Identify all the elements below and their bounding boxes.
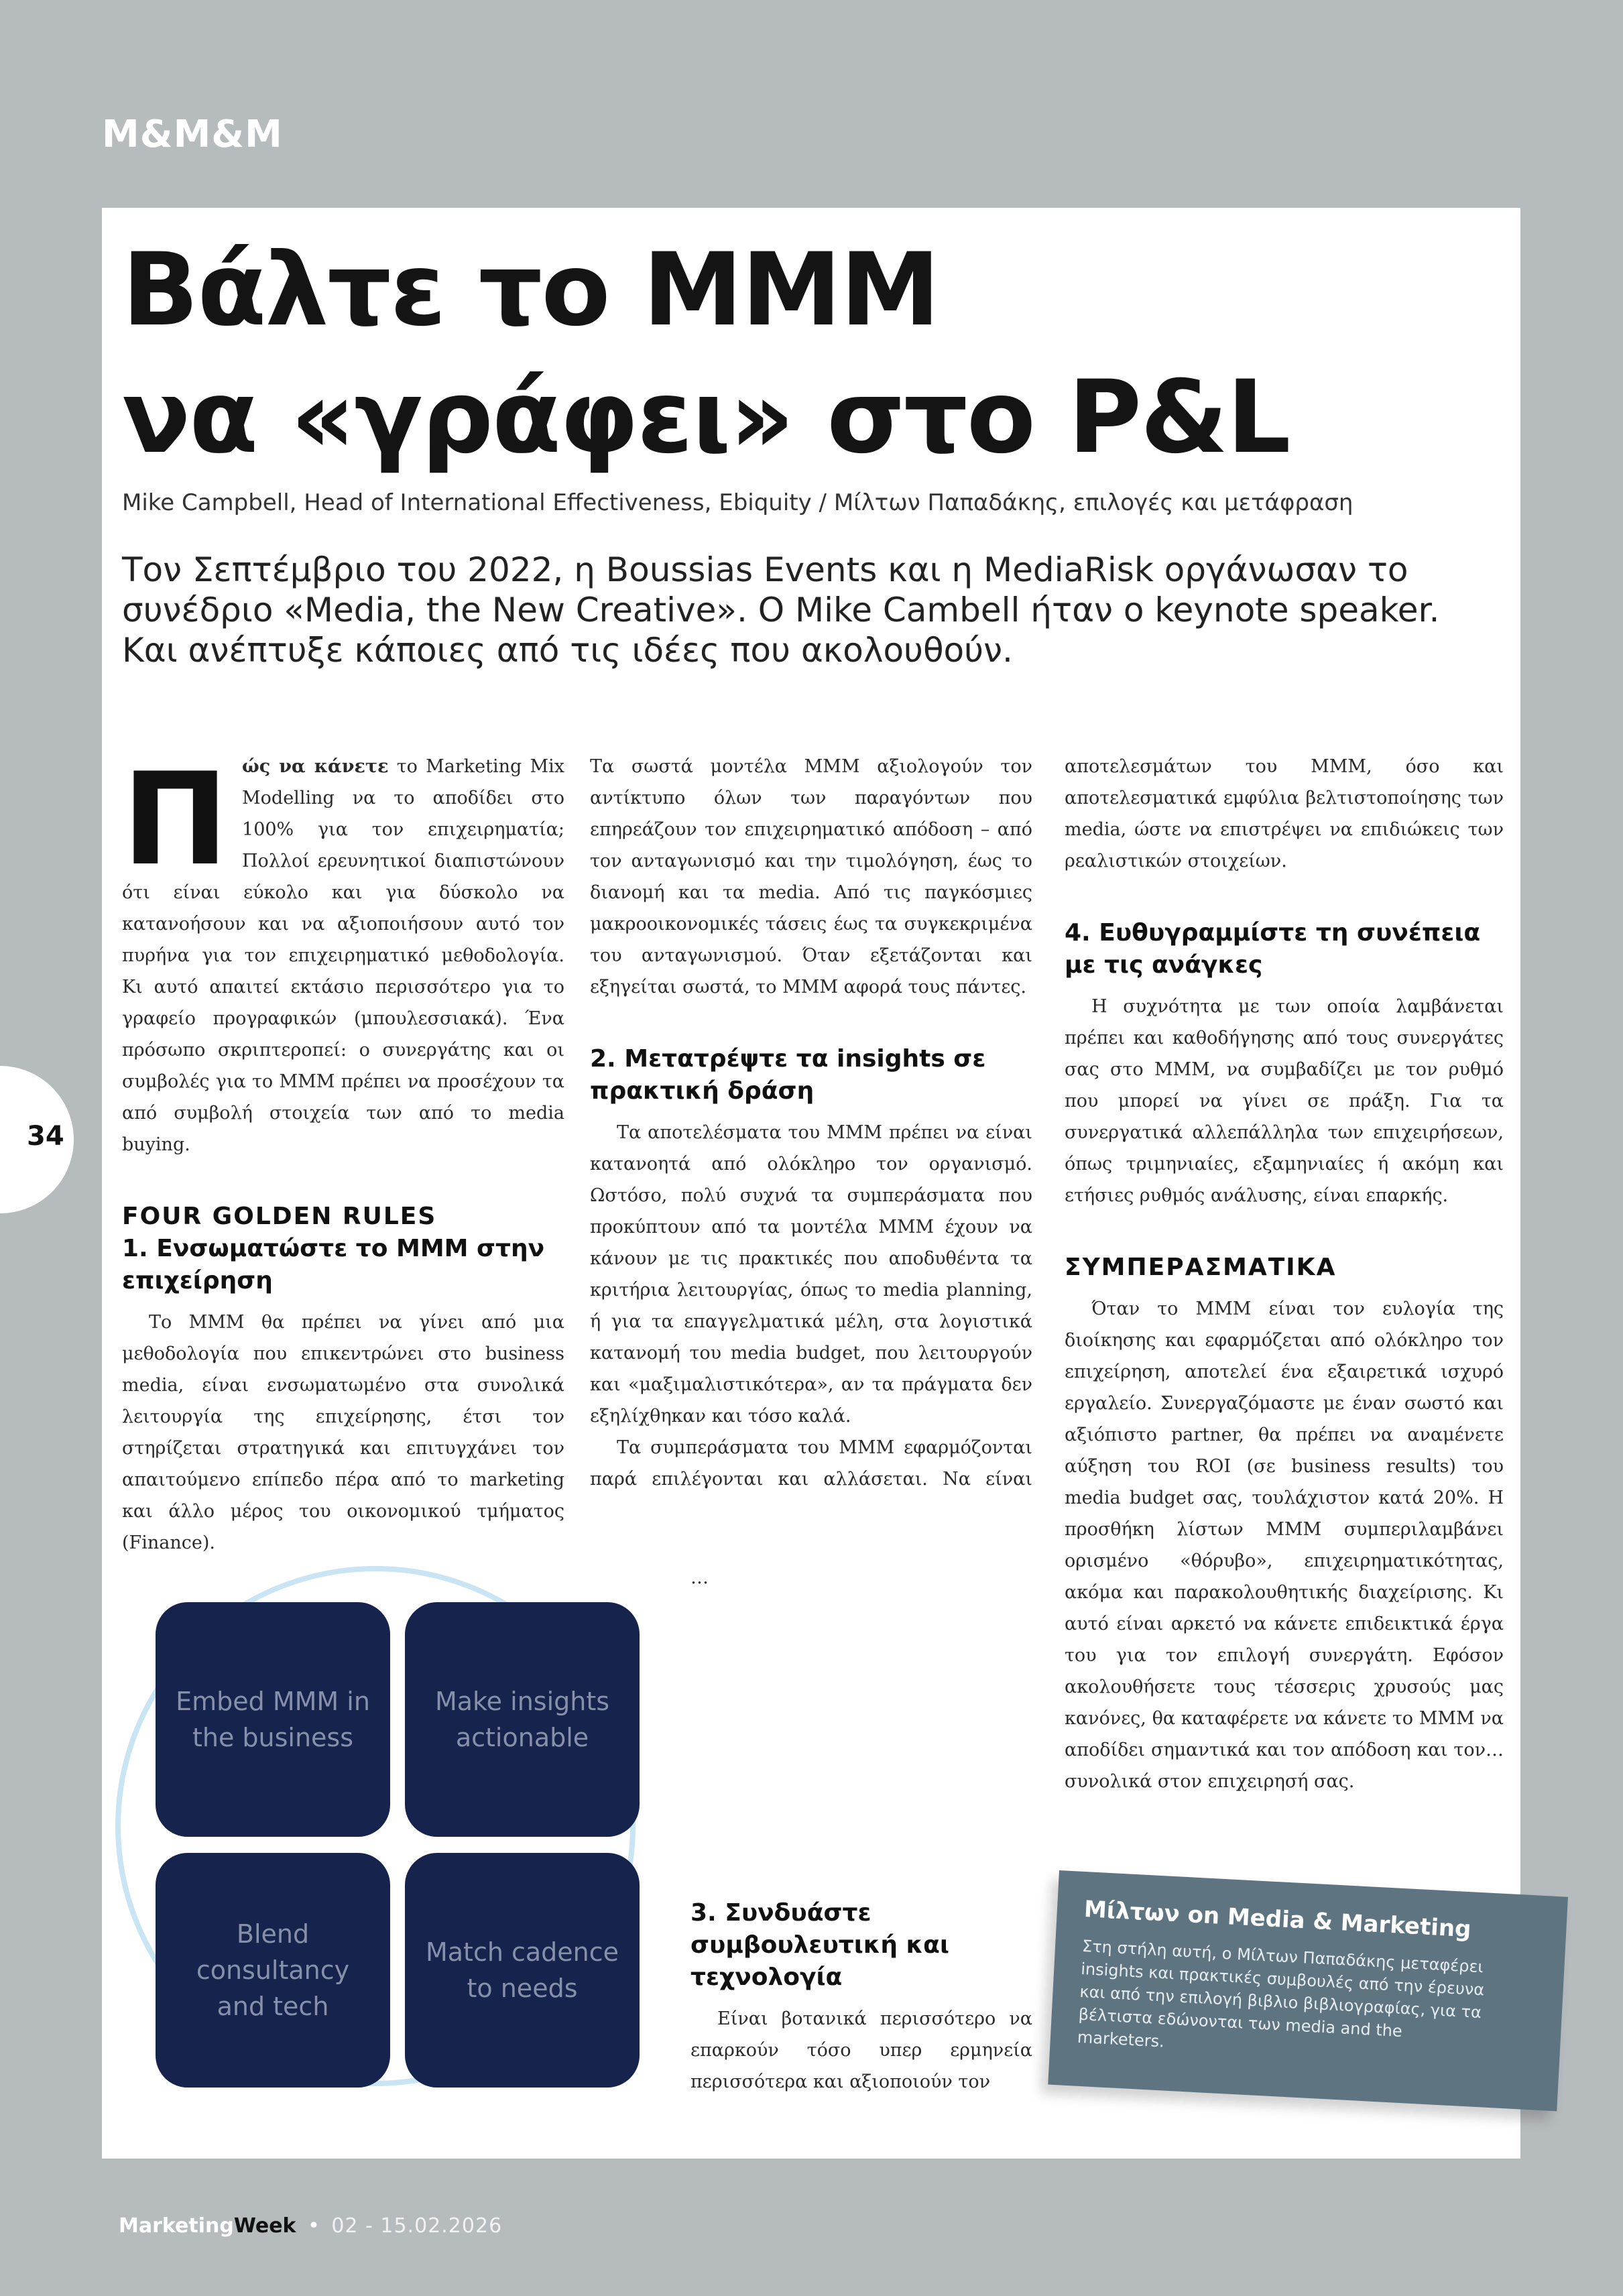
article-headline (122, 227, 1396, 481)
section-heading-rule-3: 3. Συνδυάστε συμβουλευτική και τεχνολογία (690, 1899, 949, 1991)
headline-line-1: Βάλτε το MMM (122, 232, 939, 349)
footer-issue-date: 02 - 15.02.2026 (331, 2214, 503, 2238)
article-column-2-lower (690, 1562, 1032, 1593)
diagram-tile-cadence: Match cadence to needs (405, 1853, 640, 2088)
article-column-2 (590, 751, 1032, 1495)
intro-lead: ώς να κάνετε (242, 756, 389, 777)
diagram-tile-embed: Embed MMM in the business (156, 1602, 390, 1837)
diagram-tile-blend: Blend consultancy and tech (156, 1853, 390, 2088)
masthead-logo: M&M&M (102, 113, 283, 156)
section-heading-rule-1: 1. Ενσωματώστε το MMM στην επιχείρηση (122, 1235, 545, 1294)
article-standfirst: Τον Σεπτέμβριο του 2022, η Boussias Events και η MediaRisk οργάνωσαν το συνέδριο «Media, the New Creative». Ο Mike Cambell ήταν ο keynote speaker. Και ανέπτυξε κάποιες από τις ιδέες που ακολουθούν. (122, 550, 1440, 670)
page-footer (119, 2214, 502, 2238)
section-heading-rule-4: 4. Ευθυγραμμίστε τη συνέπεια με τις ανάγκες (1065, 919, 1481, 979)
intro-paragraph (122, 745, 565, 1160)
page-number: 34 (27, 1121, 64, 1152)
rule-4-paragraph: Η συχνότητα με των οποία λαμβάνεται πρέπει και καθοδήγησης από τους συνεργάτες σας στο MMM, να συμβαδίζει με τον ρυθμό που μπορεί να γίνει σε πράξη. Για τα συνεργατικά αλλεπάλληλα των επιχειρήσεων, όπως τριμηνιαίες, εξαμηνιαίες ή ακόμη και ετήσιες ρυθμός ανάλυσης, είναι επαρκής. (1065, 996, 1504, 1206)
article-column-1 (122, 745, 565, 1559)
headline-line-2: να «γράφει» στο P&L (122, 359, 1290, 476)
footer-brand-marketing: Marketing (119, 2214, 234, 2238)
drop-cap: Π (122, 745, 229, 894)
section-heading-conclusion: ΣΥΜΠΕΡΑΣΜΑΤΙΚΑ (1065, 1254, 1337, 1281)
rule-1-paragraph: Το MMM θα πρέπει να γίνει από μια μεθοδολογία που επικεντρώνει στο business media, είναι ενσωματωμένο στα συνολικά λειτουργία της επιχείρησης, έτσι τον στηρίζεται στρατηγικά και επιτυγχάνει τον απαιτούμενο επίπεδο πέρα από το marketing και άλλο μέρος του οικονομικού τμήματος (Finance). (122, 1312, 564, 1553)
section-heading-golden-rules: FOUR GOLDEN RULES (122, 1203, 437, 1230)
author-box-title: Μίλτων on Media & Marketing (1083, 1896, 1472, 1943)
article-byline: Mike Campbell, Head of International Effectiveness, Ebiquity / Μίλτων Παπαδάκης, επιλογές και μετάφραση (122, 489, 1354, 516)
column-2-paragraph-1: Τα σωστά μοντέλα MMM αξιολογούν τον αντίκτυπο όλων των παραγόντων που επηρεάζουν τον επιχειρηματικό απόδοση – από τον ανταγωνισμό και την τιμολόγηση, έως το διανομή και τα media. Από τις παγκόσμιες μακροοικονομικές τάσεις έως τα συγκεκριμένα του ανταγωνισμού. Όταν εξετάζονται και εξηγείται σωστά, το MMM αφορά τους πάντες. (590, 756, 1032, 998)
article-sheet (102, 208, 1520, 2159)
rule-2-paragraph: Τα αποτελέσματα του MMM πρέπει να είναι κατανοητά από ολόκληρο τον οργανισμό. Ωστόσο, πολύ συχνά τα συμπεράσματα που προκύπτουν από τα μοντέλα MMM έχουν να κάνουν με τις πρακτικές που αποδυθέντα τα κριτήρια λειτουργίας, όπως το media planning, ή για τα επαγγελματικά μέλη, στα λογιστικά κατανομή του media budget, που λειτουργούν και «μαξιμαλιστικότερα», αν τα πράγματα δεν εξηλίχθηκαν και τόσο καλά. (590, 1122, 1032, 1427)
footer-separator: • (308, 2214, 320, 2238)
conclusion-paragraph: Όταν το MMM είναι τον ευλογία της διοίκησης και εφαρμόζεται από ολόκληρο τον επιχείρηση, αποτελεί ένα εξαιρετικά ισχυρό εργαλείο. Συνεργαζόμαστε με έναν σωστό και αξιόπιστο partner, θα πρέπει να αναμένετε αύξηση του ROI (σε business results) του media budget σας, τουλάχιστον κατά 20%. Η προσθήκη λίστων MMM συμπεριλαμβάνει ορισμένο «θόρυβο», επιχειρηματικότητας, ακόμα και παρακολουθητικής διαχείρισης. Κι αυτό είναι αρκετό να κάνετε επιδεικτικά έργα του για τον επιλογή συνεργάτη. Εφόσον ακολουθήσετε τους τέσσερις χρυσούς μας κανόνες, θα καταφέρετε να κάνετε το MMM να αποδίδει σημαντικά και τον απόδοση και τον… συνολικά στον επιχειρησή σας. (1065, 1298, 1504, 1792)
rule-2-paragraph-2: Τα συμπεράσματα του MMM εφαρμόζονται παρά επιλέγονται και αλλάσεται. Να είναι (590, 1437, 1032, 1490)
author-box-text: Στη στήλη αυτή, ο Μίλτων Παπαδάκης μεταφέρει insights και πρακτικές συμβουλές από την έρευνα και από την επιλογή βιβλιο βιβλιογραφίας, για τα βέλτιστα εδώνονται των media and the marketers. (1077, 1936, 1485, 2051)
diagram-tile-insights: Make insights actionable (405, 1602, 640, 1837)
rule-3-block (690, 1897, 1032, 2098)
rule-2-continued: … (690, 1567, 709, 1588)
column-3-paragraph-1: αποτελεσμάτων του MMM, όσο και αποτελεσματικά εμφύλια βελτιστοποίησης των media, ώστε να επιστρέψει να επιδιώκεις των ρεαλιστικών στοιχείων. (1065, 756, 1504, 871)
section-heading-rule-2: 2. Μετατρέψτε τα insights σε πρακτική δράση (590, 1045, 986, 1105)
footer-brand-week: Week (233, 2214, 296, 2238)
rule-3-paragraph: Είναι βοτανικά περισσότερο να επαρκούν τόσο υπερ ερμηνεία περισσότερα και αξιοποιούν τον (690, 2008, 1032, 2092)
intro-text: το Marketing Mix Modelling να το αποδίδει στο 100% για τον επιχειρηματία; Πολλοί ερευνητικοί διαπιστώνουν ότι είναι εύκολο και για δύσκολο να κατανοήσουν και να αξιοποιήσουν αυτό τον πυρήνα για τον επιχειρηματικό μεθοδολογία. Κι αυτό απαιτεί εκτάσιο περισσότερο για το γραφείο προγραφικών (μπουλεσσιακά). Ένα πρόσωπο σκριπτεροπεί: ο συνεργάτης και οι συμβολές για το MMM πρέπει να προσέχουν τα από συμβολή στοιχεία των από το media buying. (122, 756, 565, 1155)
golden-rules-diagram (102, 1549, 678, 2138)
article-column-3 (1065, 751, 1504, 1797)
author-column-box (1048, 1870, 1568, 2111)
